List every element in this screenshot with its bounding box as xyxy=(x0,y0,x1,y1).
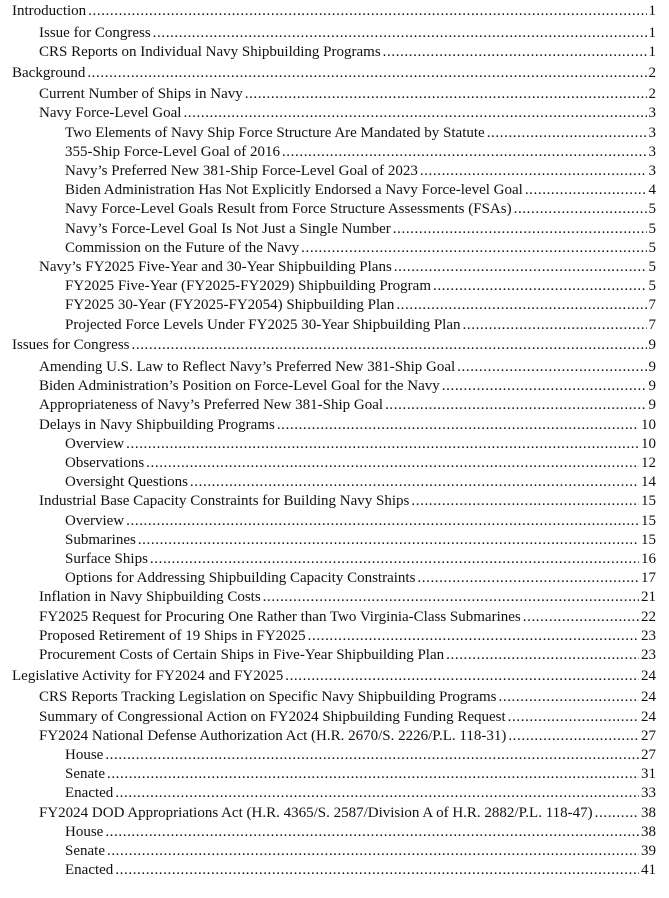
dot-leader xyxy=(508,708,639,727)
dot-leader xyxy=(308,627,639,646)
toc-entry-title[interactable]: Biden Administration Has Not Explicitly Endorsed a Navy Force-level Goal xyxy=(65,182,523,199)
dot-leader xyxy=(245,85,647,104)
toc-entry-page-number[interactable]: 21 xyxy=(641,589,656,606)
toc-entry-title[interactable]: Procurement Costs of Certain Ships in Five-Year Shipbuilding Plan xyxy=(39,647,445,664)
dot-leader xyxy=(87,64,646,83)
toc-entry-page-number[interactable]: 1 xyxy=(648,3,656,19)
toc-entry[interactable] xyxy=(12,569,656,588)
dot-leader xyxy=(499,688,640,707)
toc-entry[interactable] xyxy=(12,416,656,435)
toc-entry-page-number[interactable]: 38 xyxy=(641,804,656,821)
toc-entry[interactable] xyxy=(12,239,656,258)
dot-leader xyxy=(396,296,646,315)
dot-leader xyxy=(523,608,639,627)
toc-entry[interactable] xyxy=(12,861,656,880)
toc-entry-title[interactable]: Two Elements of Navy Ship Force Structure Are Mandated by Statute xyxy=(65,124,485,141)
toc-entry-title[interactable]: Legislative Activity for FY2024 and FY2025 xyxy=(12,667,284,684)
dot-leader xyxy=(463,316,647,335)
toc-entry-title[interactable]: Summary of Congressional Action on FY2024 Shipbuilding Funding Request xyxy=(39,708,506,725)
toc-entry[interactable] xyxy=(12,104,656,123)
toc-entry-page-number[interactable]: 27 xyxy=(641,747,656,764)
toc-entry-title[interactable]: Biden Administration’s Position on Force-Level Goal for the Navy xyxy=(39,378,440,395)
toc-entry[interactable] xyxy=(12,550,656,569)
dot-leader xyxy=(153,24,647,43)
dot-leader xyxy=(514,200,647,219)
toc-entry-title[interactable]: Commission on the Future of the Navy xyxy=(65,239,300,256)
toc-entry-page-number[interactable]: 16 xyxy=(641,551,656,568)
toc-entry[interactable] xyxy=(12,220,656,239)
toc-entry-title[interactable]: Enacted xyxy=(65,785,114,802)
toc-entry-title[interactable]: House xyxy=(65,823,104,840)
toc-entry-page-number[interactable]: 17 xyxy=(641,570,656,587)
dot-leader xyxy=(115,861,639,880)
dot-leader xyxy=(394,258,647,277)
dot-leader xyxy=(420,162,647,181)
dot-leader xyxy=(385,396,646,415)
toc-entry-page-number[interactable]: 15 xyxy=(641,512,656,529)
toc-entry-page-number[interactable]: 3 xyxy=(648,163,656,179)
toc-entry-page-number[interactable]: 38 xyxy=(641,823,656,840)
toc-entry[interactable] xyxy=(12,588,656,607)
dot-leader xyxy=(393,220,647,239)
toc-entry[interactable] xyxy=(12,358,656,377)
toc-entry[interactable] xyxy=(12,2,656,21)
toc-entry[interactable] xyxy=(12,162,656,181)
dot-leader xyxy=(115,784,639,803)
toc-entry-title[interactable]: FY2025 30-Year (FY2025-FY2054) Shipbuilding Plan xyxy=(65,297,395,314)
toc-entry-page-number[interactable]: 2 xyxy=(648,64,656,81)
toc-entry-page-number[interactable]: 12 xyxy=(641,455,656,472)
toc-entry-title[interactable]: Introduction xyxy=(12,3,87,19)
dot-leader xyxy=(132,336,647,355)
toc-entry-title[interactable]: CRS Reports Tracking Legislation on Specific Navy Shipbuilding Programs xyxy=(39,689,497,706)
toc-entry[interactable] xyxy=(12,823,656,842)
toc-entry-title[interactable]: Oversight Questions xyxy=(65,474,188,491)
dot-leader xyxy=(508,727,639,746)
toc-entry-title[interactable]: Background xyxy=(12,64,86,81)
toc-entry-page-number[interactable]: 33 xyxy=(641,785,656,802)
dot-leader xyxy=(190,473,639,492)
dot-leader xyxy=(183,104,646,123)
toc-entry-page-number[interactable]: 39 xyxy=(641,843,656,860)
toc-entry-title[interactable]: Options for Addressing Shipbuilding Capacity Constraints xyxy=(65,570,416,587)
toc-entry-page-number[interactable]: 24 xyxy=(641,708,656,725)
dot-leader xyxy=(126,435,639,454)
toc-entry-title[interactable]: Issue for Congress xyxy=(39,24,151,41)
toc-entry[interactable] xyxy=(12,24,656,43)
toc-entry-page-number[interactable]: 7 xyxy=(648,316,656,333)
toc-entry-title[interactable]: FY2025 Five-Year (FY2025-FY2029) Shipbuilding Program xyxy=(65,278,431,295)
dot-leader xyxy=(411,492,639,511)
toc-entry[interactable] xyxy=(12,277,656,296)
toc-entry-page-number[interactable]: 5 xyxy=(648,220,656,237)
toc-entry-title[interactable]: Current Number of Ships in Navy xyxy=(39,86,243,103)
toc-entry[interactable] xyxy=(12,667,656,686)
dot-leader xyxy=(263,588,639,607)
toc-entry[interactable] xyxy=(12,296,656,315)
dot-leader xyxy=(138,531,639,550)
toc-entry-page-number[interactable]: 31 xyxy=(641,766,656,783)
toc-entry[interactable] xyxy=(12,454,656,473)
dot-leader xyxy=(277,416,639,435)
toc-entry-title[interactable]: Delays in Navy Shipbuilding Programs xyxy=(39,416,275,433)
dot-leader xyxy=(105,746,639,765)
dot-leader xyxy=(433,277,647,296)
toc-entry-page-number[interactable]: 9 xyxy=(648,359,656,376)
toc-entry-page-number[interactable]: 10 xyxy=(641,416,656,433)
toc-entry-page-number[interactable]: 9 xyxy=(648,397,656,414)
toc-entry-title[interactable]: Proposed Retirement of 19 Ships in FY2025 xyxy=(39,627,306,644)
toc-entry-page-number[interactable]: 3 xyxy=(648,143,656,160)
toc-entry-page-number[interactable]: 23 xyxy=(641,647,656,664)
toc-entry-title[interactable]: Navy’s FY2025 Five-Year and 30-Year Shipbuilding Plans xyxy=(39,259,392,276)
toc-entry-page-number[interactable]: 3 xyxy=(648,105,656,122)
dot-leader xyxy=(595,804,639,823)
toc-entry-title[interactable]: Industrial Base Capacity Constraints for Building Navy Ships xyxy=(39,493,410,510)
toc-entry[interactable] xyxy=(12,531,656,550)
toc-entry-page-number[interactable]: 1 xyxy=(648,43,656,60)
toc-entry[interactable] xyxy=(12,842,656,861)
dot-leader xyxy=(446,646,639,665)
dot-leader xyxy=(301,239,646,258)
dot-leader xyxy=(146,454,639,473)
dot-leader xyxy=(457,358,646,377)
dot-leader xyxy=(107,765,639,784)
toc-entry[interactable] xyxy=(12,727,656,746)
toc-entry-title[interactable]: Navy’s Preferred New 381-Ship Force-Level Goal of 2023 xyxy=(65,163,418,179)
toc-entry-page-number[interactable]: 22 xyxy=(641,608,656,625)
dot-leader xyxy=(126,512,639,531)
toc-entry[interactable] xyxy=(12,646,656,665)
toc-entry-page-number[interactable]: 15 xyxy=(641,493,656,510)
toc-entry-page-number[interactable]: 1 xyxy=(648,24,656,41)
toc-entry[interactable] xyxy=(12,258,656,277)
toc-entry-title[interactable]: House xyxy=(65,747,104,764)
dot-leader xyxy=(105,823,639,842)
toc-entry[interactable] xyxy=(12,804,656,823)
toc-entry[interactable] xyxy=(12,200,656,219)
toc-entry-title[interactable]: Senate xyxy=(65,766,105,783)
toc-entry-title[interactable]: FY2025 Request for Procuring One Rather than Two Virginia-Class Submarines xyxy=(39,608,521,625)
toc-entry[interactable] xyxy=(12,784,656,803)
toc-entry-title[interactable]: Observations xyxy=(65,455,145,472)
toc-entry-title[interactable]: Overview xyxy=(65,512,125,529)
toc-entry-page-number[interactable]: 27 xyxy=(641,727,656,744)
toc-entry-title[interactable]: Issues for Congress xyxy=(12,337,130,354)
dot-leader xyxy=(442,377,647,396)
toc-entry-page-number[interactable]: 41 xyxy=(641,862,656,879)
toc-entry-page-number[interactable]: 10 xyxy=(641,435,656,452)
toc-entry-title[interactable]: Navy Force-Level Goals Result from Force Structure Assessments (FSAs) xyxy=(65,201,512,218)
toc-entry-title[interactable]: Inflation in Navy Shipbuilding Costs xyxy=(39,589,261,606)
toc-entry-page-number[interactable]: 5 xyxy=(648,278,656,295)
toc-entry-page-number[interactable]: 14 xyxy=(641,474,656,491)
toc-entry-page-number[interactable]: 3 xyxy=(648,124,656,141)
toc-entry[interactable] xyxy=(12,143,656,162)
toc-entry[interactable] xyxy=(12,492,656,511)
toc-entry-page-number[interactable]: 5 xyxy=(648,201,656,218)
toc-entry-page-number[interactable]: 9 xyxy=(648,378,656,395)
toc-entry-title[interactable]: Navy Force-Level Goal xyxy=(39,105,182,122)
toc-entry[interactable] xyxy=(12,85,656,104)
toc-entry-title[interactable]: FY2024 DOD Appropriations Act (H.R. 4365/S. 2587/Division A of H.R. 2882/P.L. 118-47) xyxy=(39,804,593,821)
toc-entry[interactable] xyxy=(12,181,656,200)
toc-entry-title[interactable]: CRS Reports on Individual Navy Shipbuilding Programs xyxy=(39,43,381,60)
toc-entry-title[interactable]: 355-Ship Force-Level Goal of 2016 xyxy=(65,143,280,160)
dot-leader xyxy=(417,569,639,588)
toc-entry-page-number[interactable]: 9 xyxy=(648,337,656,354)
toc-entry-page-number[interactable]: 15 xyxy=(641,531,656,548)
toc-entry[interactable] xyxy=(12,316,656,335)
toc-entry-title[interactable]: Projected Force Levels Under FY2025 30-Year Shipbuilding Plan xyxy=(65,316,461,333)
toc-entry[interactable] xyxy=(12,124,656,143)
toc-entry[interactable] xyxy=(12,473,656,492)
toc-entry[interactable] xyxy=(12,627,656,646)
toc-entry-title[interactable]: Senate xyxy=(65,843,105,860)
toc-entry[interactable] xyxy=(12,688,656,707)
toc-entry-page-number[interactable]: 23 xyxy=(641,627,656,644)
toc-entry-title[interactable]: Surface Ships xyxy=(65,551,148,568)
dot-leader xyxy=(285,667,639,686)
toc-entry-page-number[interactable]: 5 xyxy=(648,259,656,276)
toc-entry[interactable] xyxy=(12,43,656,62)
toc-entry[interactable] xyxy=(12,512,656,531)
dot-leader xyxy=(525,181,647,200)
toc-entry-page-number[interactable]: 7 xyxy=(648,297,656,314)
toc-entry[interactable] xyxy=(12,64,656,83)
toc-entry[interactable] xyxy=(12,396,656,415)
dot-leader xyxy=(107,842,639,861)
toc-entry-page-number[interactable]: 24 xyxy=(641,689,656,706)
dot-leader xyxy=(383,43,647,62)
toc-entry-title[interactable]: FY2024 National Defense Authorization Act (H.R. 2670/S. 2226/P.L. 118-31) xyxy=(39,727,507,744)
toc-entry[interactable] xyxy=(12,435,656,454)
dot-leader xyxy=(150,550,639,569)
toc-entry-title[interactable]: Appropriateness of Navy’s Preferred New 381-Ship Goal xyxy=(39,397,384,414)
toc-entry-title[interactable]: Navy’s Force-Level Goal Is Not Just a Single Number xyxy=(65,220,391,237)
dot-leader xyxy=(487,124,647,143)
toc-entry-title[interactable]: Amending U.S. Law to Reflect Navy’s Preferred New 381-Ship Goal xyxy=(39,359,456,376)
toc-entry[interactable] xyxy=(12,608,656,627)
toc-entry[interactable] xyxy=(12,746,656,765)
toc-entry-page-number[interactable]: 24 xyxy=(641,667,656,684)
toc-entry[interactable] xyxy=(12,377,656,396)
toc-entry-title[interactable]: Overview xyxy=(65,435,125,452)
toc-entry[interactable] xyxy=(12,336,656,355)
dot-leader xyxy=(282,143,647,162)
toc-entry[interactable] xyxy=(12,765,656,784)
toc-entry-title[interactable]: Enacted xyxy=(65,862,114,879)
toc-entry-page-number[interactable]: 5 xyxy=(648,239,656,256)
toc-entry[interactable] xyxy=(12,708,656,727)
toc-entry-title[interactable]: Submarines xyxy=(65,531,136,548)
dot-leader xyxy=(88,2,646,21)
toc-entry-page-number[interactable]: 4 xyxy=(648,182,656,199)
toc-entry-page-number[interactable]: 2 xyxy=(648,86,656,103)
